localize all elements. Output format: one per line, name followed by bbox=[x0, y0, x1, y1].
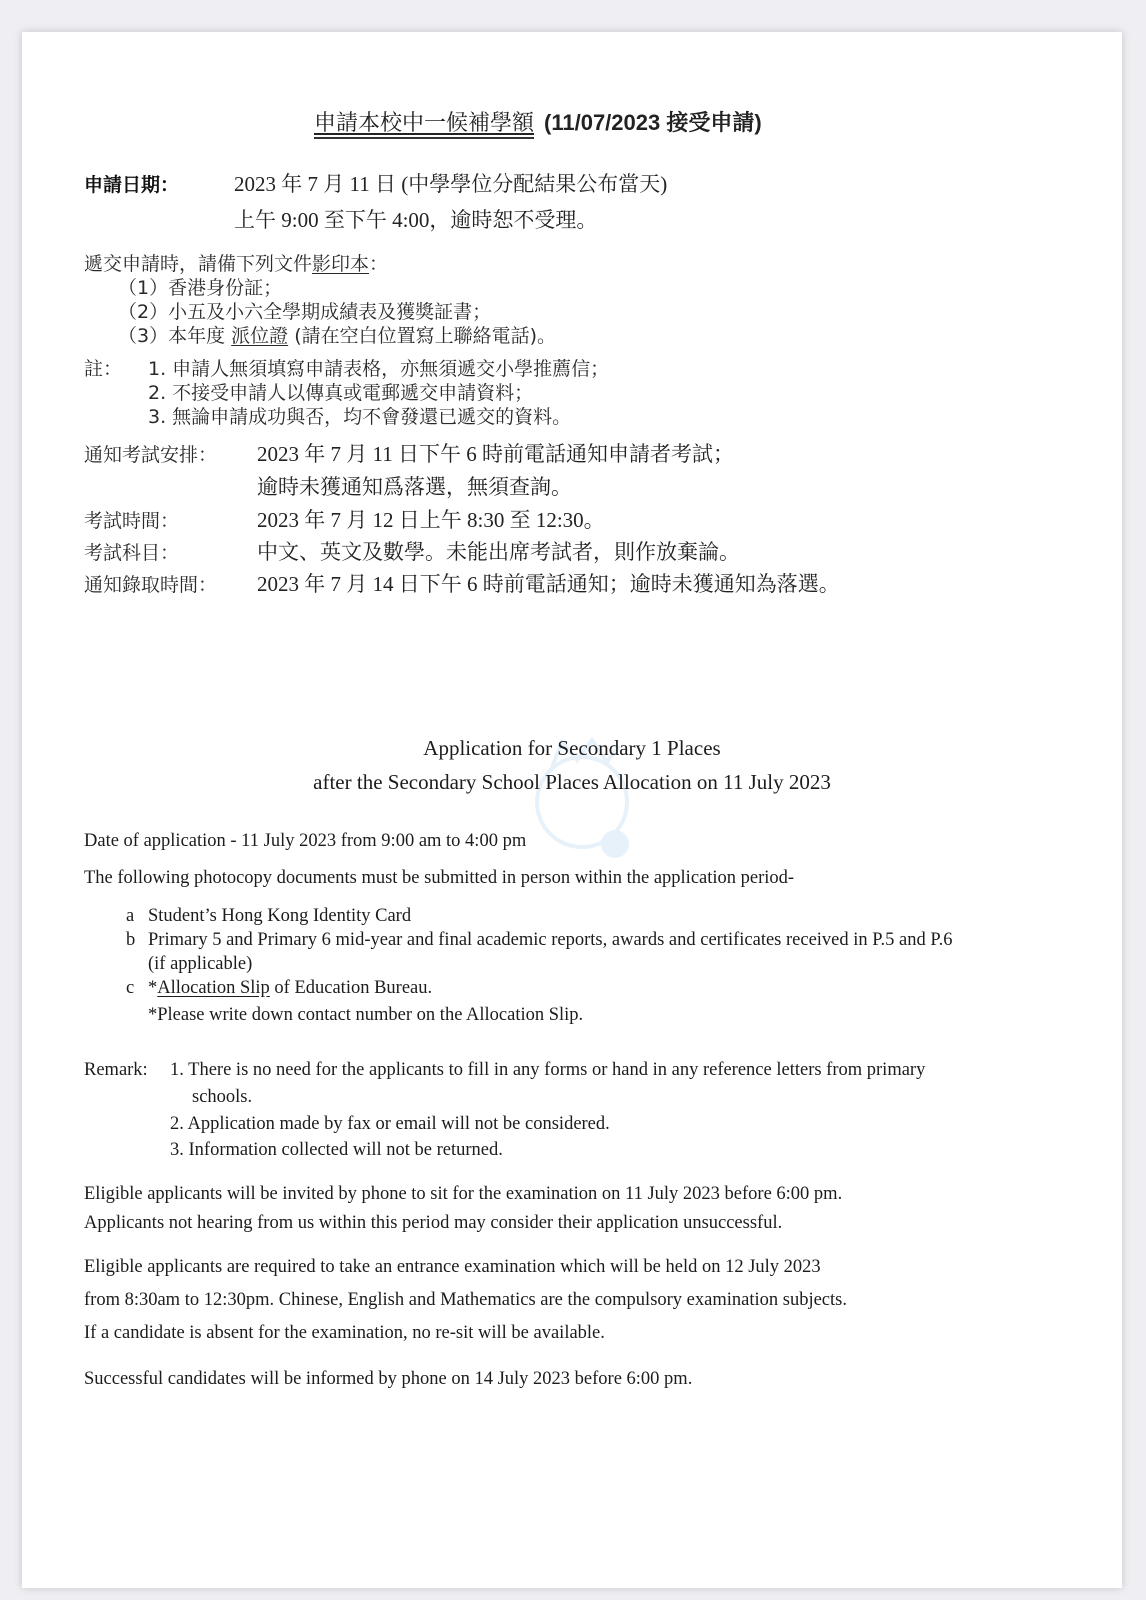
doc-item-zh bbox=[118, 297, 491, 324]
exam-notice-line2: 逾時未獲通知爲落選，無須查詢。 bbox=[257, 475, 572, 499]
docs-intro-prefix: 遞交申請時，請備下列文件 bbox=[84, 253, 313, 275]
doc-item-text-underlined: 派位證 bbox=[231, 325, 289, 347]
invite-paragraph-line1: Eligible applicants will be invited by phone to sit for the examination on 11 July 2023 before 6:00 pm. bbox=[84, 1184, 843, 1204]
apply-date-line1: 2023 年 7 月 11 日 (中學學位分配結果公布當天) bbox=[234, 172, 668, 196]
admission-label: 通知錄取時間： bbox=[84, 574, 218, 596]
doc-item-en: Student’s Hong Kong Identity Card bbox=[148, 906, 412, 926]
chinese-title bbox=[314, 106, 762, 137]
remark-item: 2. Application made by fax or email will not be considered. bbox=[170, 1114, 610, 1134]
success-paragraph: Successful candidates will be informed by phone on 14 July 2023 before 6:00 pm. bbox=[84, 1369, 693, 1389]
chinese-title-suffix: (11/07/2023 接受申請) bbox=[544, 110, 762, 135]
remark-item: 1. There is no need for the applicants to fill in any forms or hand in any reference letters from primary bbox=[170, 1060, 926, 1080]
doc-item-suffix: of Education Bureau. bbox=[269, 978, 433, 998]
doc-item-number: （1） bbox=[118, 277, 169, 299]
apply-date-label: 申請日期： bbox=[84, 174, 180, 196]
exam-notice-line1: 2023 年 7 月 11 日下午 6 時前電話通知申請者考試； bbox=[257, 442, 734, 466]
exam-subjects-value: 中文、英文及數學。未能出席考試者，則作放棄論。 bbox=[257, 540, 740, 564]
doc-item-letter: b bbox=[126, 930, 136, 950]
doc-item-en-continued: (if applicable) bbox=[148, 954, 253, 974]
date-of-application: Date of application - 11 July 2023 from 9:00 am to 4:00 pm bbox=[84, 831, 527, 851]
notes-label-zh: 註： bbox=[84, 358, 123, 380]
doc-item-prefix: * bbox=[148, 978, 158, 998]
exam-time-value: 2023 年 7 月 12 日上午 8:30 至 12:30。 bbox=[257, 508, 605, 532]
exam-notice-label: 通知考試安排： bbox=[84, 444, 218, 466]
exam-paragraph-line3: If a candidate is absent for the examination, no re-sit will be available. bbox=[84, 1323, 605, 1343]
note-item-zh: 2. 不接受申請人以傳真或電郵遞交申請資料； bbox=[148, 382, 534, 404]
doc-item-text: 小五及小六全學期成績表及獲獎証書； bbox=[168, 301, 492, 323]
exam-time-label: 考試時間： bbox=[84, 510, 180, 532]
doc-item-text: 香港身份証； bbox=[168, 277, 283, 299]
docs-intro-suffix: ： bbox=[369, 253, 389, 275]
doc-item-letter: c bbox=[126, 978, 135, 998]
doc-item-zh bbox=[118, 273, 282, 300]
doc-item-letter: a bbox=[126, 906, 135, 926]
remark-item: 3. Information collected will not be returned. bbox=[170, 1140, 503, 1160]
remark-item-continued: schools. bbox=[192, 1087, 253, 1107]
invite-paragraph-line2: Applicants not hearing from us within this period may consider their application unsuccessful. bbox=[84, 1213, 783, 1233]
doc-item-number: （3） bbox=[118, 325, 169, 347]
docs-intro-zh bbox=[84, 249, 388, 276]
document-page bbox=[22, 32, 1122, 1588]
doc-item-text-suffix: (請在空白位置寫上聯絡電話)。 bbox=[288, 325, 557, 347]
english-title-line1: Application for Secondary 1 Places bbox=[423, 736, 721, 760]
exam-paragraph-line2: from 8:30am to 12:30pm. Chinese, English and Mathematics are the compulsory examination subjects. bbox=[84, 1290, 847, 1310]
english-title-line2: after the Secondary School Places Allocation on 11 July 2023 bbox=[313, 770, 831, 794]
doc-item-en: Primary 5 and Primary 6 mid-year and final academic reports, awards and certificates received in P.5 and P.6 bbox=[148, 930, 953, 950]
doc-item-zh bbox=[118, 321, 556, 348]
note-item-zh: 3. 無論申請成功與否，均不會發還已遞交的資料。 bbox=[148, 406, 572, 428]
allocation-slip-underlined: Allocation Slip bbox=[157, 978, 270, 998]
docs-intro-underlined: 影印本 bbox=[312, 253, 370, 275]
apply-date-line2: 上午 9:00 至下午 4:00，逾時恕不受理。 bbox=[234, 208, 598, 232]
admission-value: 2023 年 7 月 14 日下午 6 時前電話通知；逾時未獲通知為落選。 bbox=[257, 572, 840, 596]
note-item-zh: 1. 申請人無須填寫申請表格，亦無須遞交小學推薦信； bbox=[148, 358, 610, 380]
exam-paragraph-line1: Eligible applicants are required to take an entrance examination which will be held on 12 July 2023 bbox=[84, 1257, 821, 1277]
remark-label: Remark: bbox=[84, 1060, 148, 1080]
allocation-slip-note: *Please write down contact number on the Allocation Slip. bbox=[148, 1005, 584, 1025]
chinese-title-main: 申請本校中一候補學額 bbox=[314, 111, 534, 139]
doc-item-text-prefix: 本年度 bbox=[168, 325, 232, 347]
doc-item-number: （2） bbox=[118, 301, 169, 323]
exam-subjects-label: 考試科目： bbox=[84, 542, 180, 564]
doc-item-en bbox=[148, 978, 432, 999]
docs-intro-en: The following photocopy documents must be submitted in person within the application period- bbox=[84, 868, 795, 888]
